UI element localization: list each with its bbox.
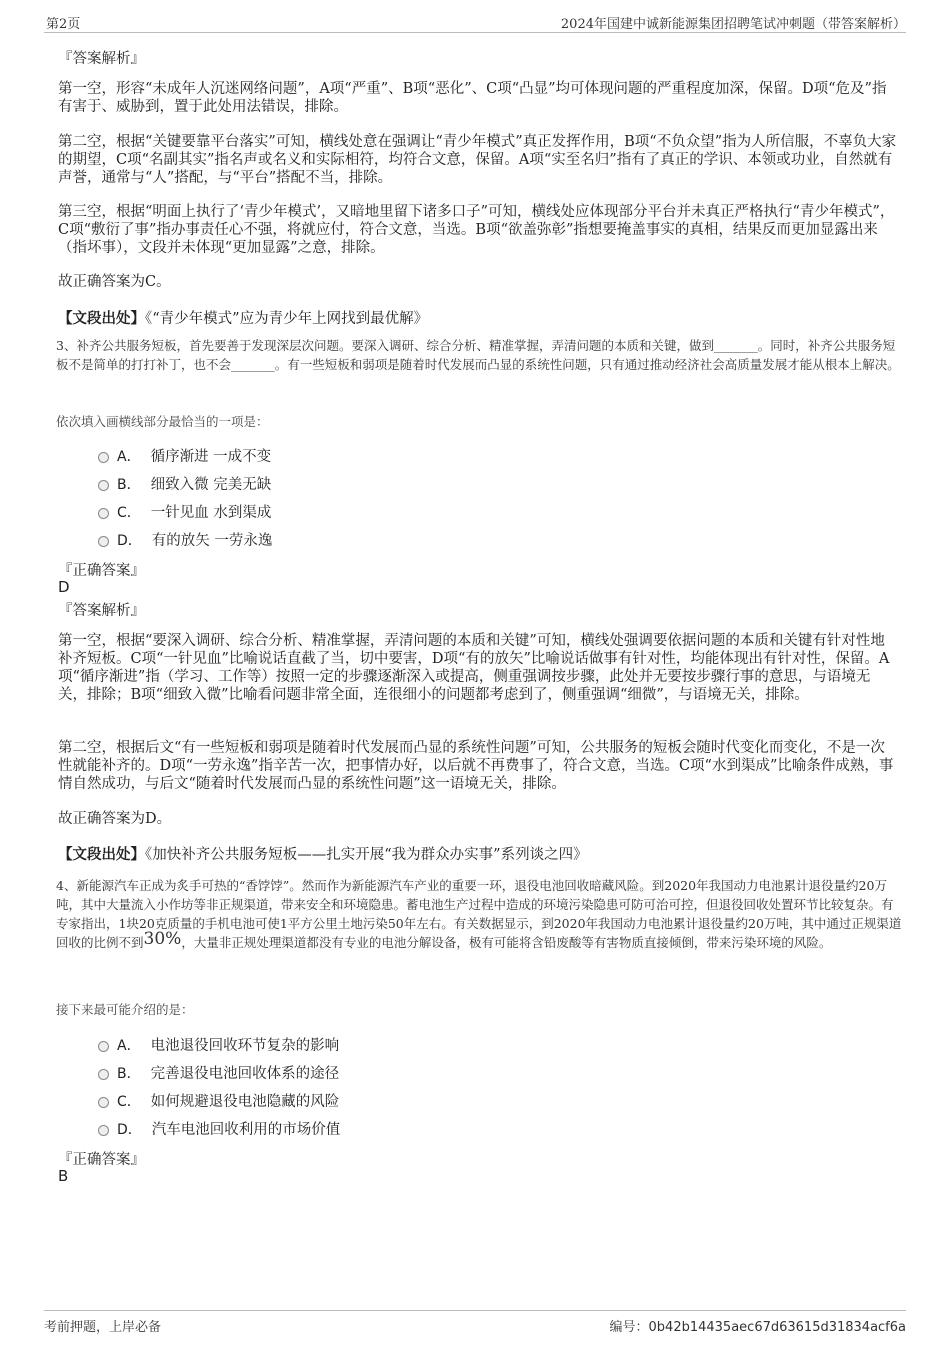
q3-source-title: 《加快补齐公共服务短板——扎实开展“我为群众办实事”系列谈之四》: [145, 847, 588, 863]
document-code: [610, 1316, 906, 1335]
footer-slogan: 考前押题，上岸必备: [44, 1320, 162, 1335]
option-text: 细致入微 完美无缺: [150, 477, 272, 493]
q3-conclusion: 故正确答案为D。: [58, 811, 172, 827]
code-label: 编号：: [609, 1320, 649, 1335]
document-title: 2024年国建中诚新能源集团招聘笔试冲刺题（带答案解析）: [560, 17, 906, 32]
q2-analysis-p1: 第一空，形容“未成年人沉迷网络问题”，A项“严重”、B项“恶化”、C项“凸显”均可体现问题的严重程度加深，保留。D项“危及”指有害于、威胁到，置于此处用法错误，排除。: [58, 81, 887, 115]
q2-source-label: 【文段出处】: [58, 310, 145, 327]
option-letter: C．: [117, 1093, 141, 1110]
option-letter: A．: [117, 1037, 141, 1054]
option-text: 完善退役电池回收体系的途径: [150, 1066, 340, 1082]
q3-analysis-p2: 第二空，根据后文“有一些短板和弱项是随着时代发展而凸显的系统性问题”可知，公共服务的短板会随时代变化而变化，不是一次性就能补齐的。D项“一劳永逸”指辛苦一次，把事情办好，以后就不再费事了，符合文意，当选。C项“水到渠成”比喻条件成熟，事情自然成功，与后文“随着时代发展而凸显的系统性问题”这一语境无关，排除。: [58, 740, 894, 792]
q2-analysis-p3: 第三空，根据“明面上执行了‘青少年模式’，又暗地里留下诸多口子”可知，横线处应体现部分平台并未真正严格执行“青少年模式”，C项“敷衍了事”指办事责任心不强，将就应付，符合文意，当选。B项“欲盖弥彰”指想要掩盖事实的真相，结果反而更加显露出来（指坏事），文段并未体现“更加显露”之意，排除。: [58, 204, 895, 256]
q3-source: [58, 843, 588, 864]
option-letter: D．: [117, 1121, 142, 1138]
q4-stem-part-a: 4、新能源汽车正成为炙手可热的“香饽饽”。然而作为新能源汽车产业的重要一环，退役电池回收暗藏风险。到2020年我国动力电池累计退役量约20万吨，其中大量流入小作坊等非正规渠道，带来安全和环境隐患。蓄电池生产过程中造成的环境污染隐患可防可治可控，但退役回收处置环节比较复杂。有专家指出，1块20克质量的手机电池可使1平方公里土地污染50年左右。有关数据显示，到2020年我国动力电池累计退役量约20万吨，其中通过正规渠道回收的比例不到: [56, 878, 902, 950]
q3-source-label: 【文段出处】: [58, 846, 145, 863]
option-letter: C．: [117, 504, 141, 521]
page-number: 第2页: [46, 17, 81, 32]
option-text: 有的放矢 一劳永逸: [151, 533, 273, 549]
q2-analysis-tag: 『答案解析』: [58, 51, 145, 67]
q2-source-title: 《“青少年模式”应为青少年上网找到最优解》: [145, 311, 429, 327]
option-letter: A．: [117, 448, 141, 465]
option-text: 电池退役回收环节复杂的影响: [150, 1038, 340, 1054]
q4-percentage: 30%: [143, 929, 182, 949]
q3-option-d[interactable]: [98, 529, 272, 550]
q4-stem-part-b: ，大量非正规处理渠道都没有专业的电池分解设备，极有可能将含铅废酸等有害物质直接倾倒，带来污染环境的风险。: [181, 935, 832, 950]
radio-button[interactable]: [98, 1069, 109, 1080]
page-header: [44, 10, 906, 33]
q3-option-a[interactable]: [98, 445, 271, 466]
q4-option-d[interactable]: [98, 1118, 340, 1139]
option-letter: D．: [117, 532, 142, 549]
radio-button[interactable]: [98, 536, 109, 547]
q4-correct-tag: 『正确答案』: [58, 1152, 145, 1168]
radio-button[interactable]: [98, 508, 109, 519]
q2-source: [58, 307, 428, 328]
q4-stem: [56, 876, 902, 952]
q4-option-a[interactable]: [98, 1034, 339, 1055]
option-text: 循序渐进 一成不变: [150, 449, 272, 465]
option-text: 一针见血 水到渠成: [150, 505, 272, 521]
code-value: 0b42b14435aec67d63615d31834acf6a: [648, 1320, 906, 1335]
radio-button[interactable]: [98, 480, 109, 491]
radio-button[interactable]: [98, 452, 109, 463]
q3-prompt: 依次填入画横线部分最恰当的一项是：: [56, 414, 269, 429]
q4-option-b[interactable]: [98, 1062, 339, 1083]
radio-button[interactable]: [98, 1097, 109, 1108]
option-letter: B．: [117, 1065, 141, 1082]
q3-option-c[interactable]: [98, 501, 271, 522]
page-footer: [44, 1310, 906, 1335]
radio-button[interactable]: [98, 1041, 109, 1052]
option-letter: B．: [117, 476, 141, 493]
q3-correct-tag: 『正确答案』: [58, 563, 145, 579]
q3-option-b[interactable]: [98, 473, 271, 494]
q2-analysis-p2: 第二空，根据“关键要靠平台落实”可知，横线处意在强调让“青少年模式”真正发挥作用，B项“不负众望”指为人所信服，不辜负大家的期望，C项“名副其实”指名声或名义和实际相符，均符合文意，保留。A项“实至名归”指有了真正的学识、本领或功业，自然就有声誉，通常与“人”搭配，与“平台”搭配不当，排除。: [58, 134, 897, 186]
q4-prompt: 接下来最可能介绍的是：: [56, 1002, 194, 1017]
option-text: 如何规避退役电池隐藏的风险: [150, 1094, 340, 1110]
q3-analysis-tag: 『答案解析』: [58, 603, 145, 619]
q3-analysis-p1: 第一空，根据“要深入调研、综合分析、精准掌握，弄清问题的本质和关键”可知，横线处强调要依据问题的本质和关键有针对性地补齐短板。C项“一针见血”比喻说话直截了当，切中要害，D项“有的放矢”比喻说话做事有针对性，均能体现出有针对性，保留。A项“循序渐进”指（学习、工作等）按照一定的步骤逐渐深入或提高，侧重强调按步骤，此处并无要按步骤行事的意思，与语境无关，排除；B项“细致入微”比喻看问题非常全面，连很细小的问题都考虑到了，侧重强调“细微”，与语境无关，排除。: [58, 633, 890, 703]
q2-conclusion: 故正确答案为C。: [58, 274, 171, 290]
q4-option-c[interactable]: [98, 1090, 339, 1111]
q3-correct-answer: D: [58, 578, 70, 596]
q4-correct-answer: B: [58, 1167, 69, 1185]
radio-button[interactable]: [98, 1125, 109, 1136]
q3-stem: 3、补齐公共服务短板，首先要善于发现深层次问题。要深入调研、综合分析、精准掌握，弄清问题的本质和关键，做到_______。同时，补齐公共服务短板不是简单的打打补丁，也不会_______。有一些短板和弱项是随着时代发展而凸显的系统性问题，只有通过推动经济社会高质量发展才能从根本上解决。: [56, 338, 900, 372]
option-text: 汽车电池回收利用的市场价值: [151, 1122, 341, 1138]
